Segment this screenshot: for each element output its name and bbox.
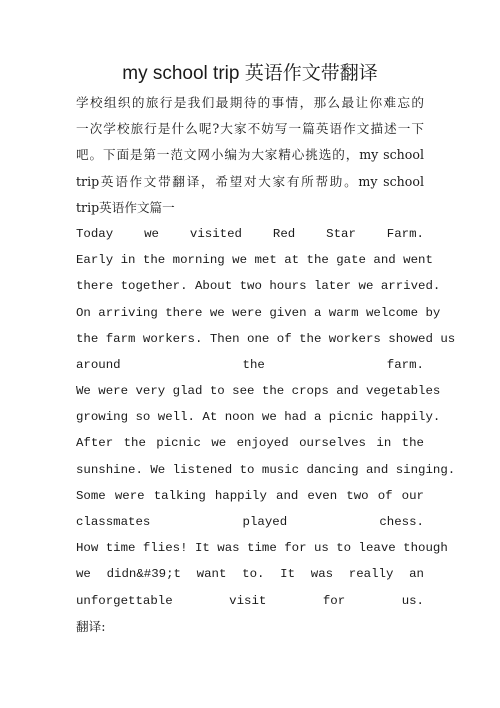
intro-line: 学校组织的旅行是我们最期待的事情，那么最让你难忘的 — [76, 95, 424, 110]
translation-label: 翻译: — [76, 618, 106, 634]
essay-line: Some were talking happily and even two of our — [76, 488, 424, 503]
intro-line: trip英语作文篇一 — [76, 199, 175, 215]
essay-line: After the picnic we enjoyed ourselves in the — [76, 436, 424, 451]
essay-line: On arriving there we were given a warm welcome by — [76, 305, 441, 320]
essay-line: classmates played chess. — [76, 515, 424, 529]
article-body — [76, 90, 456, 640]
essay-line: How time flies! It was time for us to leave though — [76, 541, 448, 556]
page-title: my school trip 英语作文带翻译 — [122, 63, 378, 84]
essay-line: sunshine. We listened to music dancing and singing. — [76, 462, 456, 477]
essay-line: We were very glad to see the crops and vegetables — [76, 384, 441, 399]
intro-line: 一次学校旅行是什么呢?大家不妨写一篇英语作文描述一下 — [76, 121, 424, 137]
essay-line: unforgettable visit for us. — [76, 593, 424, 608]
intro-line: trip英语作文带翻译，希望对大家有所帮助。my school — [76, 173, 424, 189]
essay-line: growing so well. At noon we had a picnic happily. — [76, 410, 441, 425]
essay-line: the farm workers. Then one of the workers showed us — [76, 331, 456, 346]
essay-line: there together. About two hours later we arrived. — [76, 279, 441, 294]
essay-line: Early in the morning we met at the gate and went — [76, 253, 433, 268]
essay-line: Today we visited Red Star Farm. — [76, 226, 424, 241]
essay-line: we didn&#39;t want to. It was really an — [76, 567, 424, 582]
essay-line: around the farm. — [76, 357, 424, 372]
intro-line: 吧。下面是第一范文网小编为大家精心挑选的，my school — [76, 147, 424, 163]
